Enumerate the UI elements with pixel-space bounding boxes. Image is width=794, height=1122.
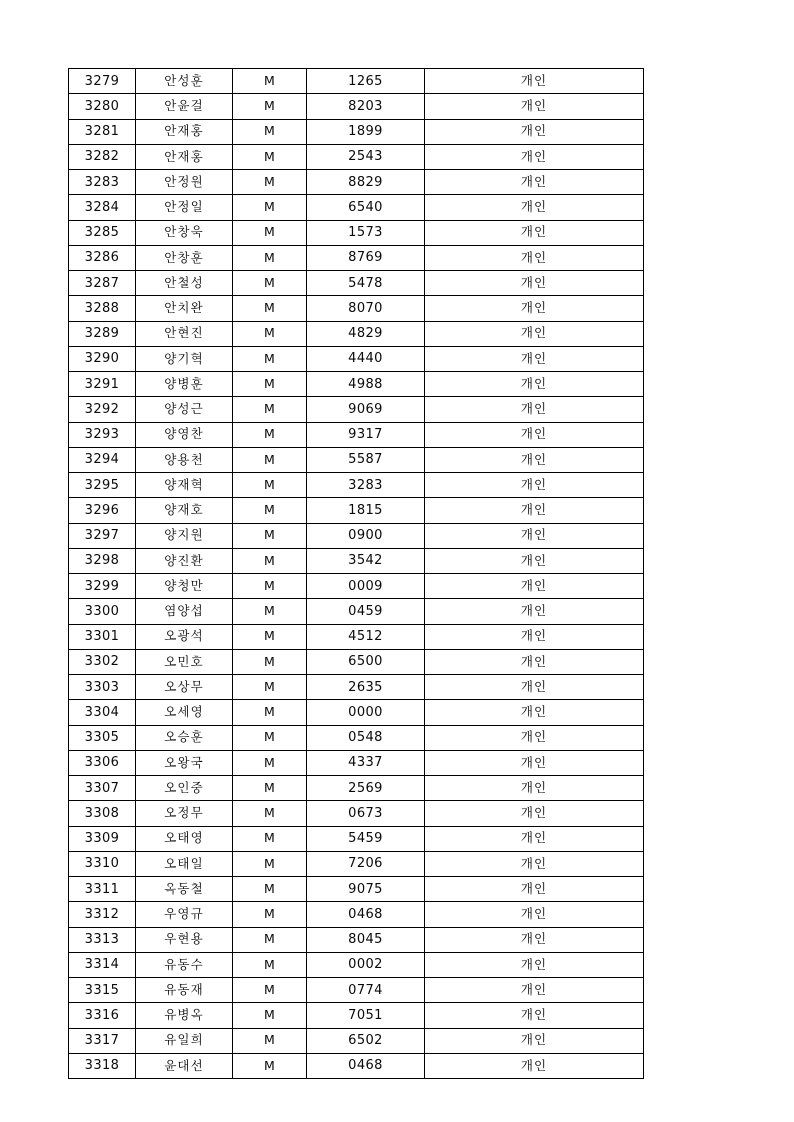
four-digit-code: 6502 (307, 1028, 425, 1053)
four-digit-code: 8829 (307, 170, 425, 195)
member-name: 양지원 (136, 523, 233, 548)
sequence-number: 3280 (69, 94, 136, 119)
gender-code: M (233, 372, 307, 397)
gender-code: M (233, 675, 307, 700)
member-name: 오승훈 (136, 725, 233, 750)
gender-code: M (233, 776, 307, 801)
four-digit-code: 2569 (307, 776, 425, 801)
membership-type: 개인 (425, 144, 644, 169)
four-digit-code: 1265 (307, 69, 425, 94)
roster-table-container (68, 68, 643, 1079)
table-row (69, 649, 644, 674)
sequence-number: 3293 (69, 422, 136, 447)
gender-code: M (233, 321, 307, 346)
membership-type: 개인 (425, 952, 644, 977)
sequence-number: 3318 (69, 1053, 136, 1078)
sequence-number: 3296 (69, 498, 136, 523)
table-row (69, 599, 644, 624)
four-digit-code: 9069 (307, 397, 425, 422)
member-name: 양용천 (136, 447, 233, 472)
four-digit-code: 1573 (307, 220, 425, 245)
four-digit-code: 0459 (307, 599, 425, 624)
sequence-number: 3291 (69, 372, 136, 397)
member-name: 양기혁 (136, 346, 233, 371)
four-digit-code: 4829 (307, 321, 425, 346)
membership-type: 개인 (425, 851, 644, 876)
table-row (69, 473, 644, 498)
member-name: 안재홍 (136, 119, 233, 144)
table-row (69, 422, 644, 447)
four-digit-code: 2635 (307, 675, 425, 700)
gender-code: M (233, 245, 307, 270)
four-digit-code: 1815 (307, 498, 425, 523)
gender-code: M (233, 296, 307, 321)
gender-code: M (233, 978, 307, 1003)
membership-type: 개인 (425, 220, 644, 245)
sequence-number: 3306 (69, 750, 136, 775)
member-name: 유동재 (136, 978, 233, 1003)
table-row (69, 94, 644, 119)
four-digit-code: 0673 (307, 801, 425, 826)
sequence-number: 3305 (69, 725, 136, 750)
gender-code: M (233, 523, 307, 548)
gender-code: M (233, 624, 307, 649)
member-name: 안현진 (136, 321, 233, 346)
four-digit-code: 6540 (307, 195, 425, 220)
membership-type: 개인 (425, 624, 644, 649)
sequence-number: 3302 (69, 649, 136, 674)
table-row (69, 978, 644, 1003)
four-digit-code: 4440 (307, 346, 425, 371)
member-name: 오세영 (136, 700, 233, 725)
gender-code: M (233, 271, 307, 296)
gender-code: M (233, 725, 307, 750)
four-digit-code: 0548 (307, 725, 425, 750)
gender-code: M (233, 574, 307, 599)
membership-type: 개인 (425, 574, 644, 599)
member-name: 안정원 (136, 170, 233, 195)
member-name: 양진환 (136, 548, 233, 573)
member-name: 오정무 (136, 801, 233, 826)
table-row (69, 220, 644, 245)
sequence-number: 3282 (69, 144, 136, 169)
membership-type: 개인 (425, 826, 644, 851)
membership-type: 개인 (425, 523, 644, 548)
table-row (69, 801, 644, 826)
gender-code: M (233, 447, 307, 472)
gender-code: M (233, 700, 307, 725)
membership-type: 개인 (425, 271, 644, 296)
table-row (69, 271, 644, 296)
member-name: 안철성 (136, 271, 233, 296)
membership-type: 개인 (425, 776, 644, 801)
sequence-number: 3298 (69, 548, 136, 573)
membership-type: 개인 (425, 170, 644, 195)
table-row (69, 498, 644, 523)
sequence-number: 3299 (69, 574, 136, 599)
four-digit-code: 5459 (307, 826, 425, 851)
membership-type: 개인 (425, 700, 644, 725)
sequence-number: 3288 (69, 296, 136, 321)
table-row (69, 750, 644, 775)
membership-type: 개인 (425, 548, 644, 573)
sequence-number: 3308 (69, 801, 136, 826)
membership-type: 개인 (425, 801, 644, 826)
member-name: 안창훈 (136, 245, 233, 270)
membership-type: 개인 (425, 321, 644, 346)
membership-type: 개인 (425, 649, 644, 674)
member-name: 안윤걸 (136, 94, 233, 119)
sequence-number: 3290 (69, 346, 136, 371)
gender-code: M (233, 422, 307, 447)
sequence-number: 3284 (69, 195, 136, 220)
gender-code: M (233, 1003, 307, 1028)
member-name: 오상무 (136, 675, 233, 700)
table-row (69, 548, 644, 573)
table-row (69, 776, 644, 801)
gender-code: M (233, 69, 307, 94)
table-row (69, 1003, 644, 1028)
membership-type: 개인 (425, 877, 644, 902)
four-digit-code: 6500 (307, 649, 425, 674)
gender-code: M (233, 397, 307, 422)
membership-type: 개인 (425, 725, 644, 750)
member-name: 염양섭 (136, 599, 233, 624)
member-name: 오광석 (136, 624, 233, 649)
table-row (69, 902, 644, 927)
table-row (69, 170, 644, 195)
gender-code: M (233, 144, 307, 169)
sequence-number: 3307 (69, 776, 136, 801)
gender-code: M (233, 1028, 307, 1053)
member-name: 유동수 (136, 952, 233, 977)
gender-code: M (233, 94, 307, 119)
gender-code: M (233, 170, 307, 195)
gender-code: M (233, 119, 307, 144)
sequence-number: 3281 (69, 119, 136, 144)
member-name: 오왕국 (136, 750, 233, 775)
sequence-number: 3279 (69, 69, 136, 94)
four-digit-code: 0468 (307, 1053, 425, 1078)
gender-code: M (233, 1053, 307, 1078)
table-row (69, 877, 644, 902)
membership-type: 개인 (425, 498, 644, 523)
member-name: 우영규 (136, 902, 233, 927)
four-digit-code: 0000 (307, 700, 425, 725)
four-digit-code: 7206 (307, 851, 425, 876)
sequence-number: 3312 (69, 902, 136, 927)
membership-type: 개인 (425, 978, 644, 1003)
roster-table (68, 68, 644, 1079)
table-row (69, 346, 644, 371)
membership-type: 개인 (425, 372, 644, 397)
gender-code: M (233, 750, 307, 775)
sequence-number: 3303 (69, 675, 136, 700)
table-row (69, 245, 644, 270)
table-row (69, 700, 644, 725)
table-row (69, 927, 644, 952)
gender-code: M (233, 498, 307, 523)
four-digit-code: 1899 (307, 119, 425, 144)
member-name: 유병옥 (136, 1003, 233, 1028)
gender-code: M (233, 346, 307, 371)
four-digit-code: 4988 (307, 372, 425, 397)
four-digit-code: 5478 (307, 271, 425, 296)
table-row (69, 725, 644, 750)
membership-type: 개인 (425, 927, 644, 952)
member-name: 안치완 (136, 296, 233, 321)
four-digit-code: 7051 (307, 1003, 425, 1028)
membership-type: 개인 (425, 245, 644, 270)
member-name: 양청만 (136, 574, 233, 599)
sequence-number: 3301 (69, 624, 136, 649)
four-digit-code: 2543 (307, 144, 425, 169)
four-digit-code: 8070 (307, 296, 425, 321)
sequence-number: 3285 (69, 220, 136, 245)
sequence-number: 3317 (69, 1028, 136, 1053)
member-name: 오태영 (136, 826, 233, 851)
sequence-number: 3289 (69, 321, 136, 346)
member-name: 윤대선 (136, 1053, 233, 1078)
sequence-number: 3313 (69, 927, 136, 952)
sequence-number: 3309 (69, 826, 136, 851)
member-name: 오민호 (136, 649, 233, 674)
table-row (69, 119, 644, 144)
membership-type: 개인 (425, 599, 644, 624)
membership-type: 개인 (425, 346, 644, 371)
member-name: 우현용 (136, 927, 233, 952)
sequence-number: 3292 (69, 397, 136, 422)
sequence-number: 3297 (69, 523, 136, 548)
member-name: 양영찬 (136, 422, 233, 447)
sequence-number: 3314 (69, 952, 136, 977)
four-digit-code: 0002 (307, 952, 425, 977)
table-row (69, 447, 644, 472)
table-row (69, 321, 644, 346)
membership-type: 개인 (425, 750, 644, 775)
membership-type: 개인 (425, 69, 644, 94)
table-row (69, 1053, 644, 1078)
four-digit-code: 0468 (307, 902, 425, 927)
four-digit-code: 0774 (307, 978, 425, 1003)
four-digit-code: 3283 (307, 473, 425, 498)
member-name: 오인중 (136, 776, 233, 801)
membership-type: 개인 (425, 902, 644, 927)
table-row (69, 1028, 644, 1053)
sequence-number: 3316 (69, 1003, 136, 1028)
sequence-number: 3295 (69, 473, 136, 498)
four-digit-code: 8045 (307, 927, 425, 952)
table-row (69, 144, 644, 169)
membership-type: 개인 (425, 422, 644, 447)
member-name: 안재홍 (136, 144, 233, 169)
four-digit-code: 8203 (307, 94, 425, 119)
table-row (69, 69, 644, 94)
sequence-number: 3283 (69, 170, 136, 195)
table-row (69, 851, 644, 876)
four-digit-code: 3542 (307, 548, 425, 573)
gender-code: M (233, 473, 307, 498)
sequence-number: 3315 (69, 978, 136, 1003)
sequence-number: 3310 (69, 851, 136, 876)
table-row (69, 195, 644, 220)
membership-type: 개인 (425, 675, 644, 700)
gender-code: M (233, 952, 307, 977)
table-row (69, 523, 644, 548)
membership-type: 개인 (425, 94, 644, 119)
gender-code: M (233, 801, 307, 826)
member-name: 안창욱 (136, 220, 233, 245)
sequence-number: 3304 (69, 700, 136, 725)
table-row (69, 296, 644, 321)
member-name: 유일희 (136, 1028, 233, 1053)
gender-code: M (233, 195, 307, 220)
membership-type: 개인 (425, 296, 644, 321)
member-name: 안정일 (136, 195, 233, 220)
table-row (69, 397, 644, 422)
four-digit-code: 4512 (307, 624, 425, 649)
table-row (69, 826, 644, 851)
gender-code: M (233, 548, 307, 573)
sequence-number: 3294 (69, 447, 136, 472)
table-row (69, 952, 644, 977)
member-name: 양성근 (136, 397, 233, 422)
member-name: 양병훈 (136, 372, 233, 397)
membership-type: 개인 (425, 473, 644, 498)
four-digit-code: 0009 (307, 574, 425, 599)
member-name: 양재혁 (136, 473, 233, 498)
table-row (69, 675, 644, 700)
sequence-number: 3286 (69, 245, 136, 270)
member-name: 안성훈 (136, 69, 233, 94)
membership-type: 개인 (425, 397, 644, 422)
membership-type: 개인 (425, 119, 644, 144)
gender-code: M (233, 599, 307, 624)
four-digit-code: 5587 (307, 447, 425, 472)
four-digit-code: 8769 (307, 245, 425, 270)
table-row (69, 574, 644, 599)
member-name: 양재호 (136, 498, 233, 523)
gender-code: M (233, 877, 307, 902)
member-name: 오태일 (136, 851, 233, 876)
membership-type: 개인 (425, 195, 644, 220)
roster-table-body (69, 69, 644, 1079)
gender-code: M (233, 927, 307, 952)
membership-type: 개인 (425, 447, 644, 472)
membership-type: 개인 (425, 1003, 644, 1028)
gender-code: M (233, 649, 307, 674)
member-name: 옥동철 (136, 877, 233, 902)
four-digit-code: 4337 (307, 750, 425, 775)
table-row (69, 372, 644, 397)
membership-type: 개인 (425, 1028, 644, 1053)
gender-code: M (233, 220, 307, 245)
gender-code: M (233, 902, 307, 927)
four-digit-code: 0900 (307, 523, 425, 548)
sequence-number: 3287 (69, 271, 136, 296)
four-digit-code: 9317 (307, 422, 425, 447)
four-digit-code: 9075 (307, 877, 425, 902)
gender-code: M (233, 826, 307, 851)
membership-type: 개인 (425, 1053, 644, 1078)
sequence-number: 3311 (69, 877, 136, 902)
table-row (69, 624, 644, 649)
gender-code: M (233, 851, 307, 876)
sequence-number: 3300 (69, 599, 136, 624)
